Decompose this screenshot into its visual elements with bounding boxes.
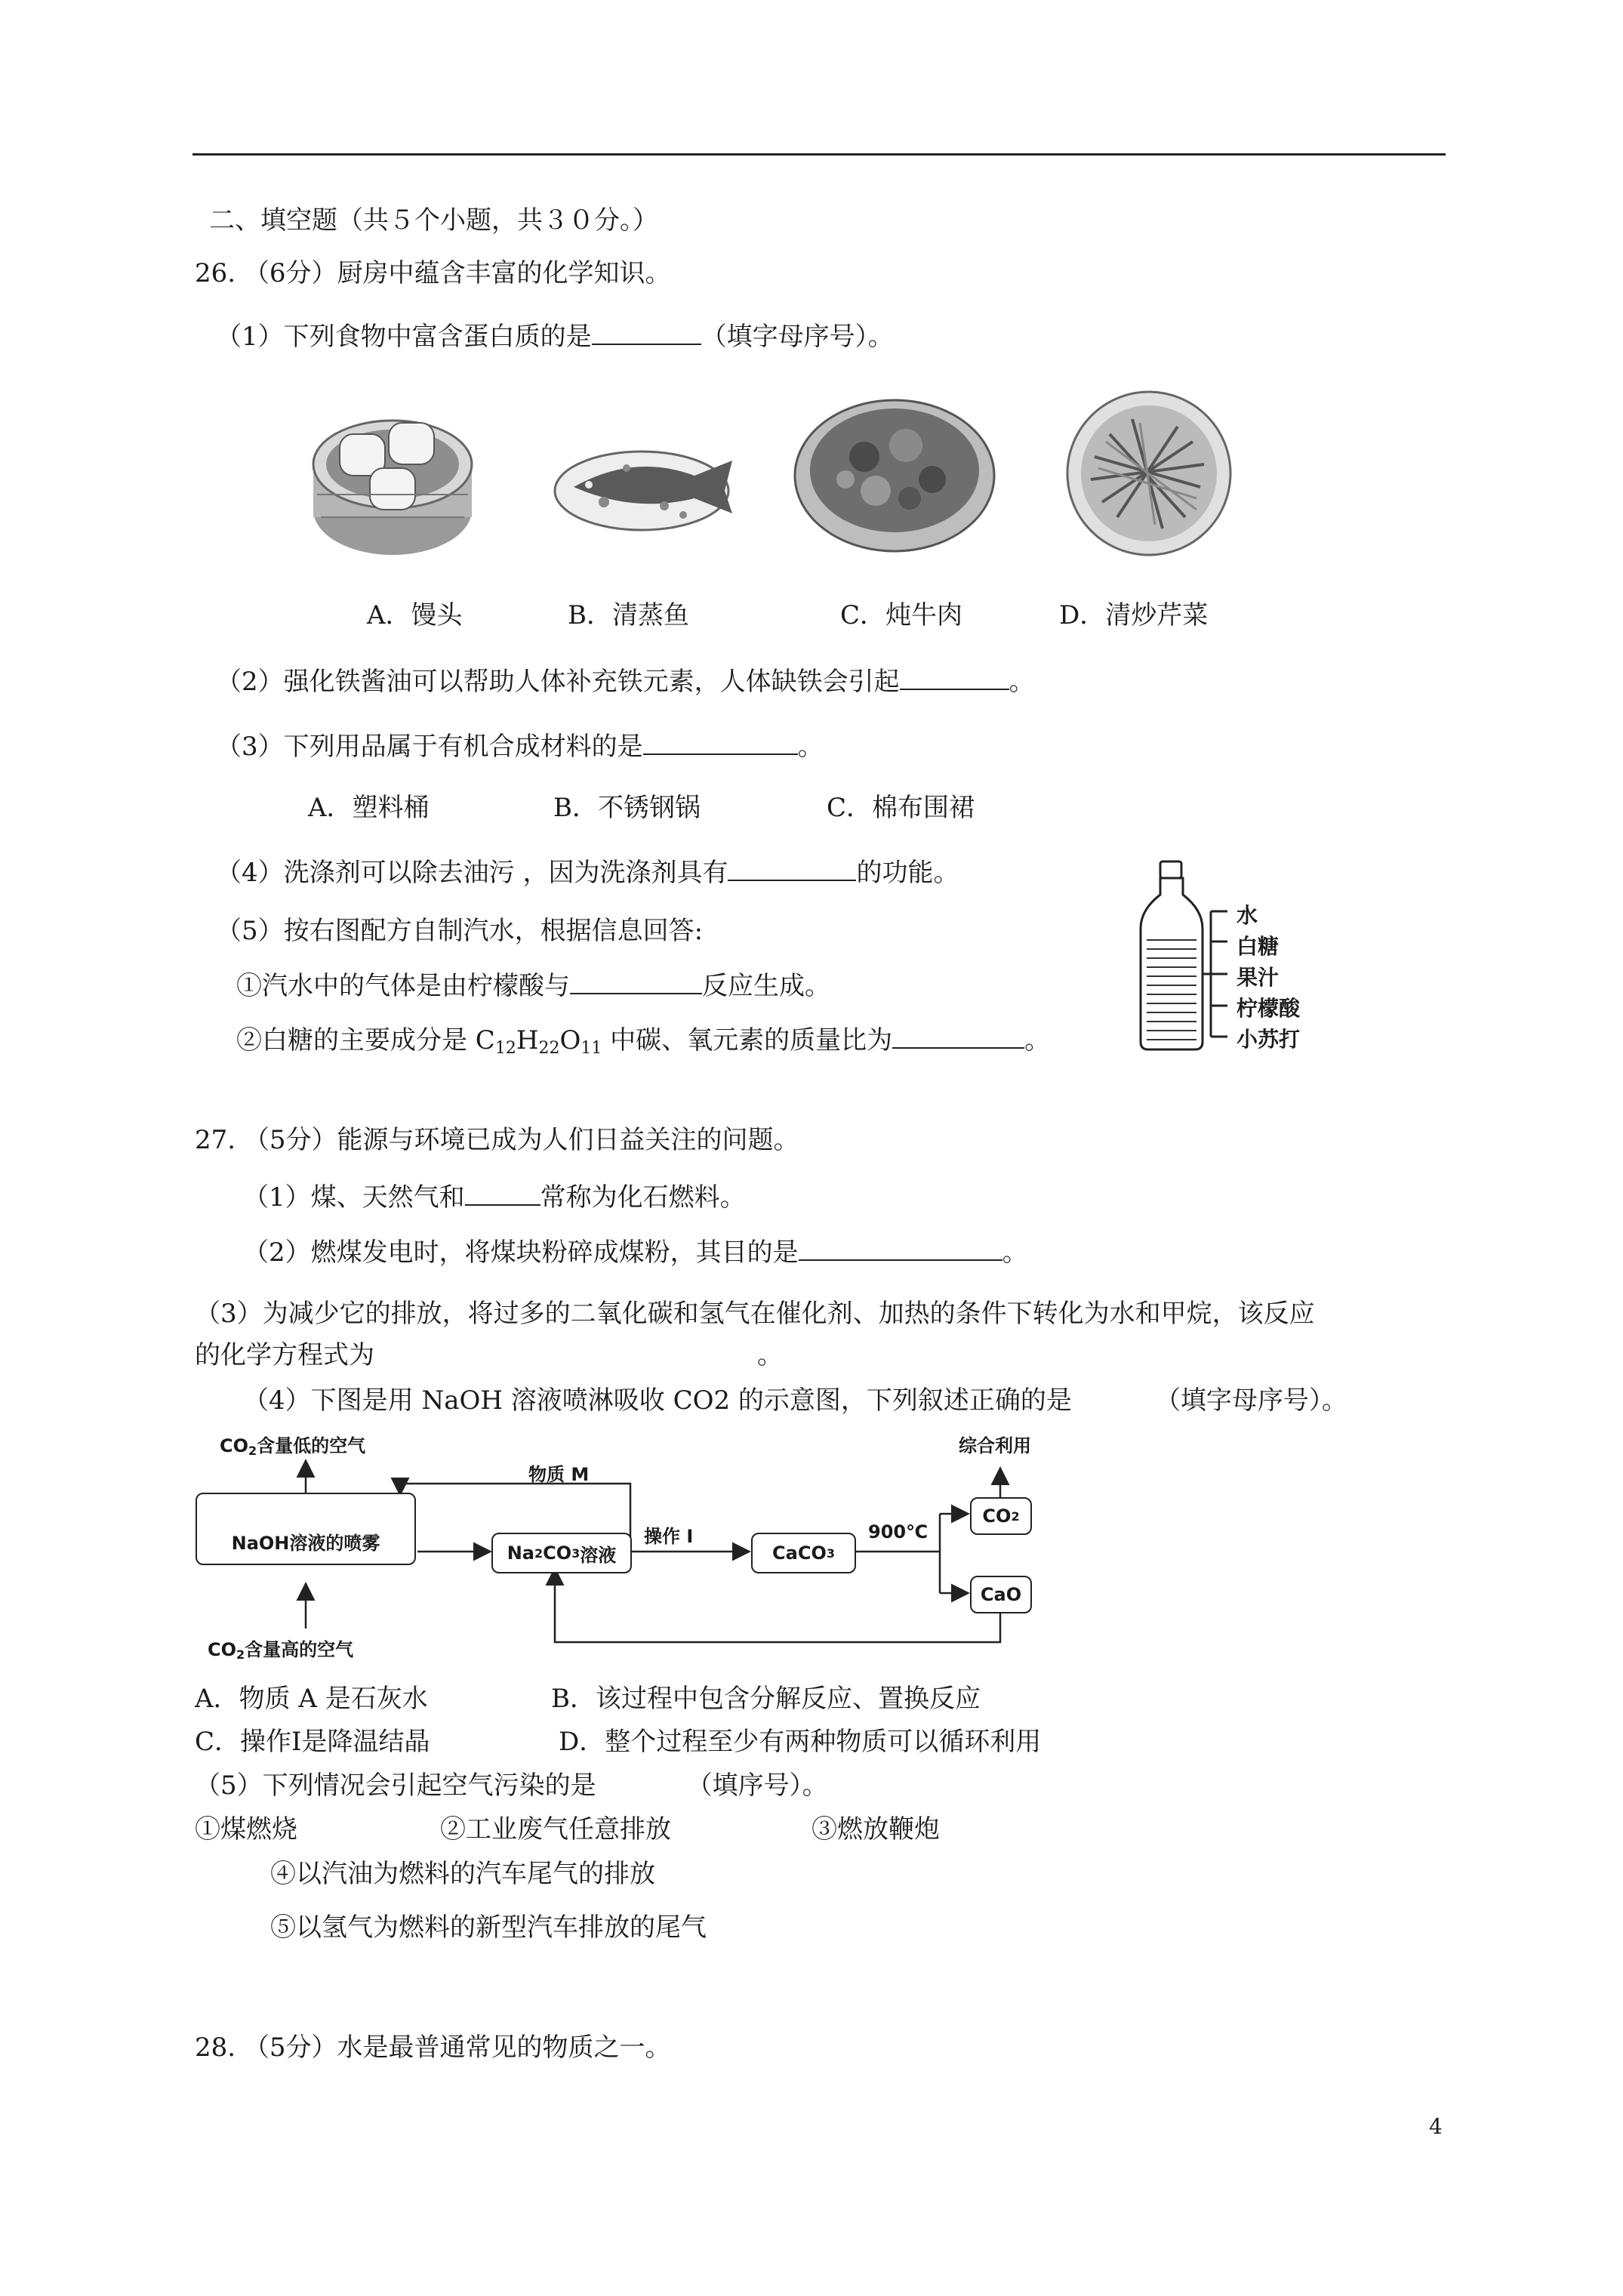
high-co2-air-label bbox=[208, 1635, 353, 1662]
q26-part5a-blank[interactable] bbox=[570, 970, 702, 994]
q27-p5-item3: ③燃放鞭炮 bbox=[812, 1814, 940, 1845]
q26-part1-blank[interactable] bbox=[592, 321, 701, 345]
co2-pre: CO bbox=[982, 1505, 1012, 1527]
q27-part4 bbox=[243, 1385, 1347, 1416]
q26-part3-end: 。 bbox=[797, 732, 824, 762]
q27-p5-item2: ②工业废气任意排放 bbox=[440, 1814, 671, 1845]
q26-part4-blank[interactable] bbox=[728, 857, 856, 881]
q27-part5-text: （5）下列情况会引起空气污染的是 bbox=[195, 1771, 596, 1801]
steamed-buns-image bbox=[310, 389, 476, 559]
low-co2-air-label bbox=[220, 1431, 365, 1458]
q27-part2 bbox=[243, 1237, 1028, 1268]
bottle-bracket bbox=[1200, 902, 1230, 1046]
naoh-spray-label: NaOH溶液的喷雾 bbox=[231, 1533, 380, 1554]
bottle-label-juice: 果汁 bbox=[1236, 965, 1280, 990]
steamed-fish-image bbox=[551, 430, 740, 536]
q26-part5a-text: ①汽水中的气体是由柠檬酸与 bbox=[236, 971, 570, 1001]
co2-box bbox=[970, 1497, 1032, 1535]
formula-sub-22: 22 bbox=[538, 1039, 560, 1058]
q27-option-a: A．物质 A 是石灰水 bbox=[195, 1684, 428, 1714]
q26-part4-end: 的功能。 bbox=[856, 858, 959, 888]
q26-part4 bbox=[216, 857, 959, 889]
comprehensive-use-label: 综合利用 bbox=[959, 1435, 1031, 1456]
q26-part5b-text: ②白糖的主要成分是 C bbox=[236, 1025, 495, 1056]
q27-part2-text: （2）燃煤发电时，将煤块粉碎成煤粉，其目的是 bbox=[243, 1237, 799, 1268]
q27-option-b: B．该过程中包含分解反应、置换反应 bbox=[551, 1684, 981, 1714]
formula-sub-11: 11 bbox=[581, 1039, 602, 1058]
co2-absorption-diagram bbox=[192, 1431, 1068, 1672]
q26-part1-hint: （填字母序号）。 bbox=[701, 322, 894, 352]
cao-box bbox=[970, 1576, 1032, 1613]
na2co3-post: 溶液 bbox=[580, 1544, 617, 1566]
q27-option-c: C．操作Ⅰ是降温结晶 bbox=[195, 1727, 430, 1757]
q27-part3-line2: 的化学方程式为 bbox=[195, 1340, 374, 1370]
q26-part2-text: （2）强化铁酱油可以帮助人体补充铁元素，人体缺铁会引起 bbox=[216, 667, 900, 697]
food-option-d: D．清炒芹菜 bbox=[1059, 600, 1209, 630]
operation-i-label: 操作 I bbox=[644, 1526, 694, 1547]
q27-part4-end: （填字母序号）。 bbox=[1154, 1385, 1347, 1416]
bottle-label-baking-soda: 小苏打 bbox=[1236, 1027, 1301, 1052]
q27-title: 27. （5分）能源与环境已成为人们日益关注的问题。 bbox=[195, 1125, 799, 1155]
high-co2-air-post: 含量高的空气 bbox=[245, 1639, 354, 1660]
q26-part3-text: （3）下列用品属于有机合成材料的是 bbox=[216, 732, 643, 762]
caco3-box bbox=[751, 1533, 856, 1573]
q27-part5 bbox=[195, 1771, 828, 1801]
header-rule bbox=[192, 153, 1446, 156]
beef-stew-image bbox=[793, 389, 996, 555]
q26-part3-blank[interactable] bbox=[643, 731, 798, 755]
co2-sub: 2 bbox=[1011, 1509, 1020, 1524]
cao-label: CaO bbox=[980, 1584, 1022, 1605]
q27-part3-line1: （3）为减少它的排放，将过多的二氧化碳和氢气在催化剂、加热的条件下转化为水和甲烷，该反应 bbox=[195, 1299, 1315, 1329]
q26-part1 bbox=[216, 321, 894, 353]
q26-p3-option-c: C．棉布围裙 bbox=[827, 793, 975, 823]
bottle-label-water: 水 bbox=[1236, 903, 1258, 928]
q27-part2-blank[interactable] bbox=[799, 1237, 1002, 1261]
q27-part3-end: 。 bbox=[757, 1340, 783, 1370]
high-co2-air-pre: CO bbox=[208, 1639, 237, 1660]
q27-p5-item4: ④以汽油为燃料的汽车尾气的排放 bbox=[270, 1859, 655, 1889]
food-option-c: C．炖牛肉 bbox=[840, 600, 963, 630]
formula-sub-12: 12 bbox=[494, 1039, 516, 1058]
q26-part2-blank[interactable] bbox=[900, 666, 1009, 690]
q26-part2-end: 。 bbox=[1009, 667, 1035, 697]
soda-bottle-icon bbox=[1136, 857, 1208, 1053]
na2co3-mid: CO bbox=[543, 1542, 572, 1564]
na2co3-pre: Na bbox=[507, 1542, 534, 1564]
q26-part5-b bbox=[236, 1025, 1050, 1059]
low-co2-air-post: 含量低的空气 bbox=[257, 1435, 366, 1456]
substance-m-label: 物质 M bbox=[528, 1464, 590, 1485]
na2co3-solution-box bbox=[491, 1533, 632, 1573]
q27-part5-end: （填序号）。 bbox=[686, 1771, 828, 1801]
q26-part5b-text2: 中碳、氧元素的质量比为 bbox=[602, 1025, 893, 1056]
q26-part5b-blank[interactable] bbox=[892, 1025, 1024, 1049]
section-heading: 二、填空题（共５个小题，共３０分。） bbox=[209, 205, 658, 236]
q26-part5a-end: 反应生成。 bbox=[702, 971, 830, 1001]
q27-part4-text: （4）下图是用 NaOH 溶液喷淋吸收 CO2 的示意图，下列叙述正确的是 bbox=[243, 1385, 1072, 1416]
q26-part4-text: （4）洗涤剂可以除去油污 ，因为洗涤剂具有 bbox=[216, 858, 728, 888]
naoh-spray-box bbox=[196, 1493, 416, 1565]
q27-part1-text: （1）煤、天然气和 bbox=[243, 1182, 465, 1213]
caco3-sub: 3 bbox=[826, 1546, 835, 1561]
caco3-pre: CaCO bbox=[772, 1542, 827, 1564]
formula-o: O bbox=[559, 1025, 581, 1056]
q26-part2 bbox=[216, 666, 1035, 698]
food-option-a: A．馒头 bbox=[367, 600, 463, 630]
bottle-label-sugar: 白糖 bbox=[1236, 934, 1280, 959]
stir-fried-celery-image bbox=[1064, 389, 1234, 559]
q27-part1-end: 常称为化石燃料。 bbox=[540, 1182, 746, 1213]
low-co2-air-sub: 2 bbox=[248, 1444, 257, 1458]
formula-h: H bbox=[516, 1025, 539, 1056]
q26-title: 26. （6分）厨房中蕴含丰富的化学知识。 bbox=[195, 258, 671, 288]
q27-p5-item1: ①煤燃烧 bbox=[195, 1814, 297, 1845]
q26-p3-option-a: A．塑料桶 bbox=[308, 793, 430, 823]
food-option-b: B．清蒸鱼 bbox=[568, 600, 689, 630]
bottle-ingredient-list bbox=[1236, 900, 1300, 1055]
q27-part1 bbox=[243, 1182, 746, 1213]
q26-part3 bbox=[216, 731, 824, 763]
q27-part2-end: 。 bbox=[1002, 1237, 1028, 1268]
bottle-label-citric-acid: 柠檬酸 bbox=[1236, 996, 1301, 1021]
q26-part5-a bbox=[236, 970, 830, 1002]
q28-title: 28. （5分）水是最普通常见的物质之一。 bbox=[195, 2032, 671, 2063]
q27-option-d: D．整个过程至少有两种物质可以循环利用 bbox=[559, 1727, 1042, 1757]
na2co3-sub1: 2 bbox=[534, 1546, 544, 1561]
q26-part5: （5）按右图配方自制汽水，根据信息回答: bbox=[216, 916, 704, 946]
high-co2-air-sub: 2 bbox=[236, 1647, 245, 1662]
q27-part1-blank[interactable] bbox=[465, 1182, 540, 1206]
na2co3-sub2: 3 bbox=[571, 1546, 581, 1561]
low-co2-air-pre: CO bbox=[220, 1435, 249, 1456]
page-number: 4 bbox=[1429, 2114, 1443, 2139]
q26-part1-text: （1）下列食物中富含蛋白质的是 bbox=[216, 322, 592, 352]
q26-p3-option-b: B．不锈钢锅 bbox=[553, 793, 701, 823]
temperature-label: 900℃ bbox=[868, 1521, 929, 1542]
q26-part5b-end: 。 bbox=[1024, 1025, 1051, 1056]
q27-p5-item5: ⑤以氢气为燃料的新型汽车排放的尾气 bbox=[270, 1912, 707, 1943]
